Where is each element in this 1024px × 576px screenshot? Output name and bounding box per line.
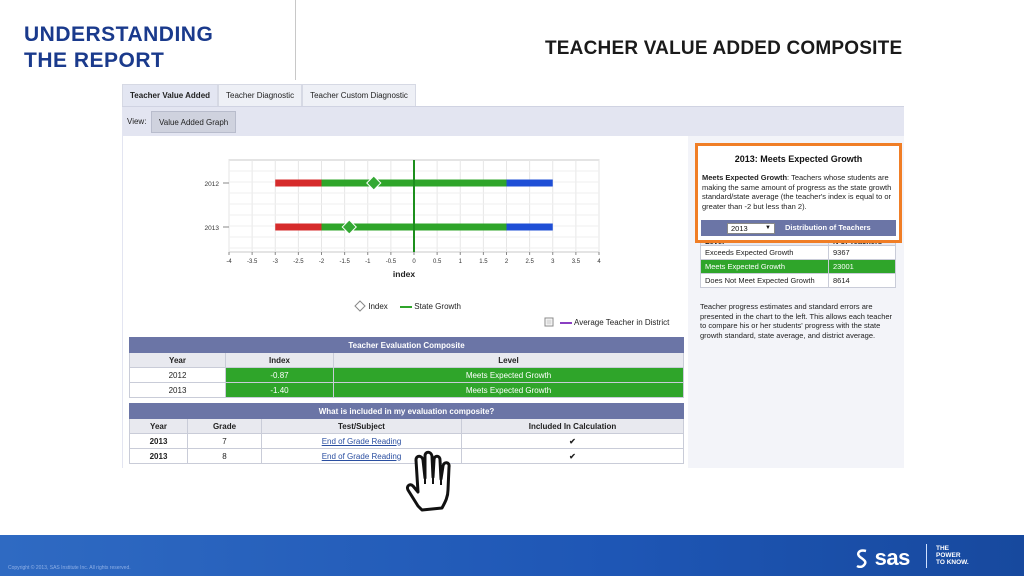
test-subject-link[interactable]: End of Grade Reading <box>321 451 402 461</box>
table-row <box>130 368 684 383</box>
slide-title <box>24 22 274 74</box>
distribution-of-teachers-link[interactable]: Distribution of Teachers <box>785 223 871 232</box>
copyright-text: Copyright © 2013, SAS Institute Inc. All rights reserved. <box>8 565 131 571</box>
composite-header-index: Index <box>226 353 334 368</box>
value-added-graph-button[interactable]: Value Added Graph <box>151 111 236 133</box>
chart-legend <box>354 300 461 314</box>
tagline-line: POWER <box>936 552 961 559</box>
index-diamond-icon <box>354 300 366 314</box>
tagline-line: TO KNOW. <box>936 559 969 566</box>
district-line-icon <box>560 319 572 328</box>
composite-table <box>129 337 684 398</box>
popup-toolbar <box>701 220 896 236</box>
range-bar <box>275 224 321 231</box>
tagline-line: THE <box>936 545 949 552</box>
legend-index-label: Index <box>368 302 388 312</box>
slide-heading: TEACHER VALUE ADDED COMPOSITE <box>545 38 903 59</box>
included-header-grade: Grade <box>188 419 262 434</box>
composite-year: 2012 <box>130 368 226 383</box>
checkmark-icon: ✔ <box>462 449 684 464</box>
growth-popup <box>695 143 902 243</box>
x-tick-label: -0.5 <box>385 259 397 265</box>
title-divider <box>295 0 296 80</box>
x-axis-label: index <box>392 269 416 279</box>
included-grade: 8 <box>188 449 262 464</box>
distribution-level: Exceeds Expected Growth <box>701 246 829 260</box>
table-row <box>701 260 896 274</box>
x-tick-label: -3.5 <box>246 259 258 265</box>
included-header-calculation: Included In Calculation <box>462 419 684 434</box>
view-label: View: <box>127 117 147 126</box>
x-tick-label: 1.5 <box>479 259 488 265</box>
popup-title: 2013: Meets Expected Growth <box>734 154 863 164</box>
sas-logo <box>855 545 910 571</box>
included-grade: 7 <box>188 434 262 449</box>
value-added-chart <box>197 154 607 284</box>
distribution-table <box>700 238 896 288</box>
state-growth-line-icon <box>400 303 412 312</box>
included-year: 2013 <box>130 449 188 464</box>
x-tick-label: -2 <box>318 259 325 265</box>
tab-teacher-custom-diagnostic[interactable]: Teacher Custom Diagnostic <box>302 84 416 106</box>
district-toggle-label: Average Teacher in District <box>574 318 670 328</box>
tab-bar <box>122 84 416 106</box>
dropdown-arrow-icon: ▼ <box>765 225 771 231</box>
x-tick-label: 0 <box>412 259 416 265</box>
popup-term: Meets Expected Growth <box>702 173 788 182</box>
x-tick-label: 1 <box>458 259 462 265</box>
sas-logo-text: sas <box>874 545 910 570</box>
table-row <box>701 274 896 288</box>
x-tick-label: 4 <box>597 259 601 265</box>
title-line-1: UNDERSTANDING <box>24 23 214 46</box>
x-tick-label: -4 <box>226 259 232 265</box>
year-select-value: 2013 <box>731 224 748 233</box>
x-tick-label: 0.5 <box>432 259 442 265</box>
table-row <box>130 383 684 398</box>
sas-swirl-icon <box>855 545 875 570</box>
logo-divider <box>926 544 927 568</box>
y-category-label: 2012 <box>204 181 219 188</box>
tab-teacher-diagnostic[interactable]: Teacher Diagnostic <box>218 84 302 106</box>
x-tick-label: -3 <box>272 259 278 265</box>
range-bar <box>507 180 553 187</box>
year-select[interactable] <box>727 223 775 234</box>
composite-level: Meets Expected Growth <box>334 368 684 383</box>
composite-level: Meets Expected Growth <box>334 383 684 398</box>
x-tick-label: 2.5 <box>525 259 534 265</box>
title-line-2: THE REPORT <box>24 49 165 72</box>
y-category-label: 2013 <box>204 225 219 232</box>
composite-header-year: Year <box>130 353 226 368</box>
progress-note: Teacher progress estimates and standard errors are presented in the chart to the left. This allows each teacher to compare his or her students' progress with the state growth standard, state average, and district average. <box>700 302 893 340</box>
district-toggle[interactable] <box>544 317 669 329</box>
footer-bar <box>0 535 1024 576</box>
tab-teacher-value-added[interactable]: Teacher Value Added <box>122 84 218 106</box>
distribution-level: Does Not Meet Expected Growth <box>701 274 829 288</box>
composite-year: 2013 <box>130 383 226 398</box>
distribution-count: 8614 <box>829 274 896 288</box>
x-tick-label: 2 <box>504 259 509 265</box>
distribution-count: 23001 <box>829 260 896 274</box>
distribution-count: 9367 <box>829 246 896 260</box>
composite-header-level: Level <box>334 353 684 368</box>
test-subject-link[interactable]: End of Grade Reading <box>321 436 402 446</box>
district-checkbox[interactable] <box>544 317 554 329</box>
x-tick-label: 3 <box>551 259 555 265</box>
popup-text: : Teachers whose students are making the same amount of progress as the state growth standard/state average (the teacher's index is equal to or greater than -2 but less than 2). <box>702 173 892 211</box>
popup-description <box>702 173 896 211</box>
range-bar <box>275 180 321 187</box>
included-header-year: Year <box>130 419 188 434</box>
included-header-test: Test/Subject <box>262 419 462 434</box>
table-row <box>701 246 896 260</box>
composite-caption: Teacher Evaluation Composite <box>130 338 684 353</box>
x-tick-label: -2.5 <box>293 259 304 265</box>
composite-index: -1.40 <box>226 383 334 398</box>
included-caption: What is included in my evaluation composite? <box>130 404 684 419</box>
x-tick-label: -1 <box>365 259 371 265</box>
range-bar <box>507 224 553 231</box>
composite-index: -0.87 <box>226 368 334 383</box>
hand-pointer-icon <box>398 446 470 514</box>
included-year: 2013 <box>130 434 188 449</box>
view-bar <box>122 106 904 136</box>
x-tick-label: -1.5 <box>339 259 350 265</box>
checkmark-icon: ✔ <box>462 434 684 449</box>
legend-state-growth-label: State Growth <box>414 302 461 312</box>
distribution-level: Meets Expected Growth <box>701 260 829 274</box>
tagline <box>936 545 969 566</box>
x-tick-label: 3.5 <box>571 259 581 265</box>
